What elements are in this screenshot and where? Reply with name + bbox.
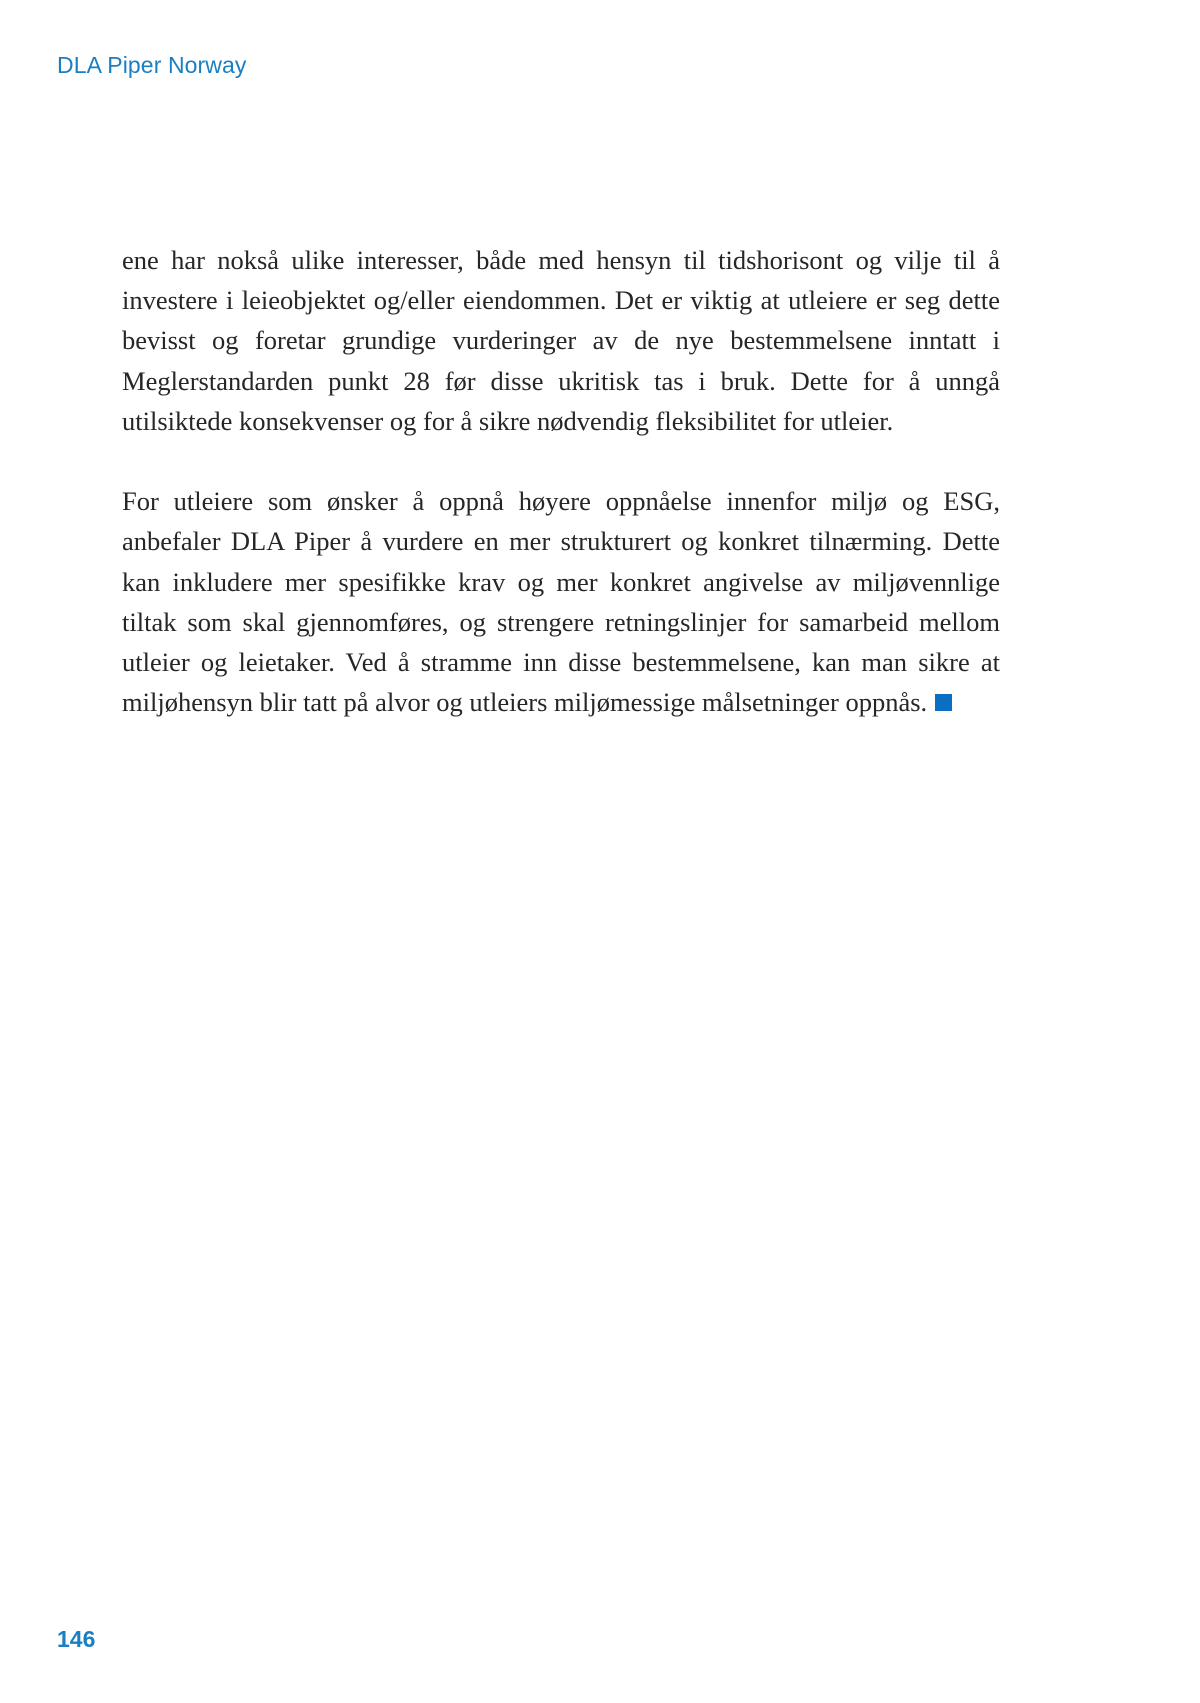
running-header: DLA Piper Norway — [57, 52, 247, 78]
article-body — [122, 240, 1000, 763]
paragraph: ene har nokså ulike interesser, både med hensyn til tidshorisont og vilje til å investere i leieobjektet og/eller eiendommen. Det er viktig at utleiere er seg dette bevisst og foretar grundige vurderinger av de nye bestemmelsene inntatt i Meglerstandarden punkt 28 før disse ukritisk tas i bruk. Dette for å unngå utilsiktede konsekvenser og for å sikre nødvendig fleksibilitet for utleier. — [122, 245, 1000, 436]
paragraph — [122, 481, 1000, 722]
end-of-article-square-icon — [935, 694, 952, 711]
page-number: 146 — [57, 1626, 96, 1652]
paragraph-text: For utleiere som ønsker å oppnå høyere oppnåelse innenfor miljø og ESG, anbefaler DLA Piper å vurdere en mer strukturert og konkret tilnærming. Dette kan inkludere mer spesifikke krav og mer konkret angivelse av miljøvennlige tiltak som skal gjennomføres, og strengere retningslinjer for samarbeid mellom utleier og leietaker. Ved å stramme inn disse bestemmelsene, kan man sikre at miljøhensyn blir tatt på alvor og utleiers miljømessige målsetninger oppnås. — [122, 486, 1000, 718]
